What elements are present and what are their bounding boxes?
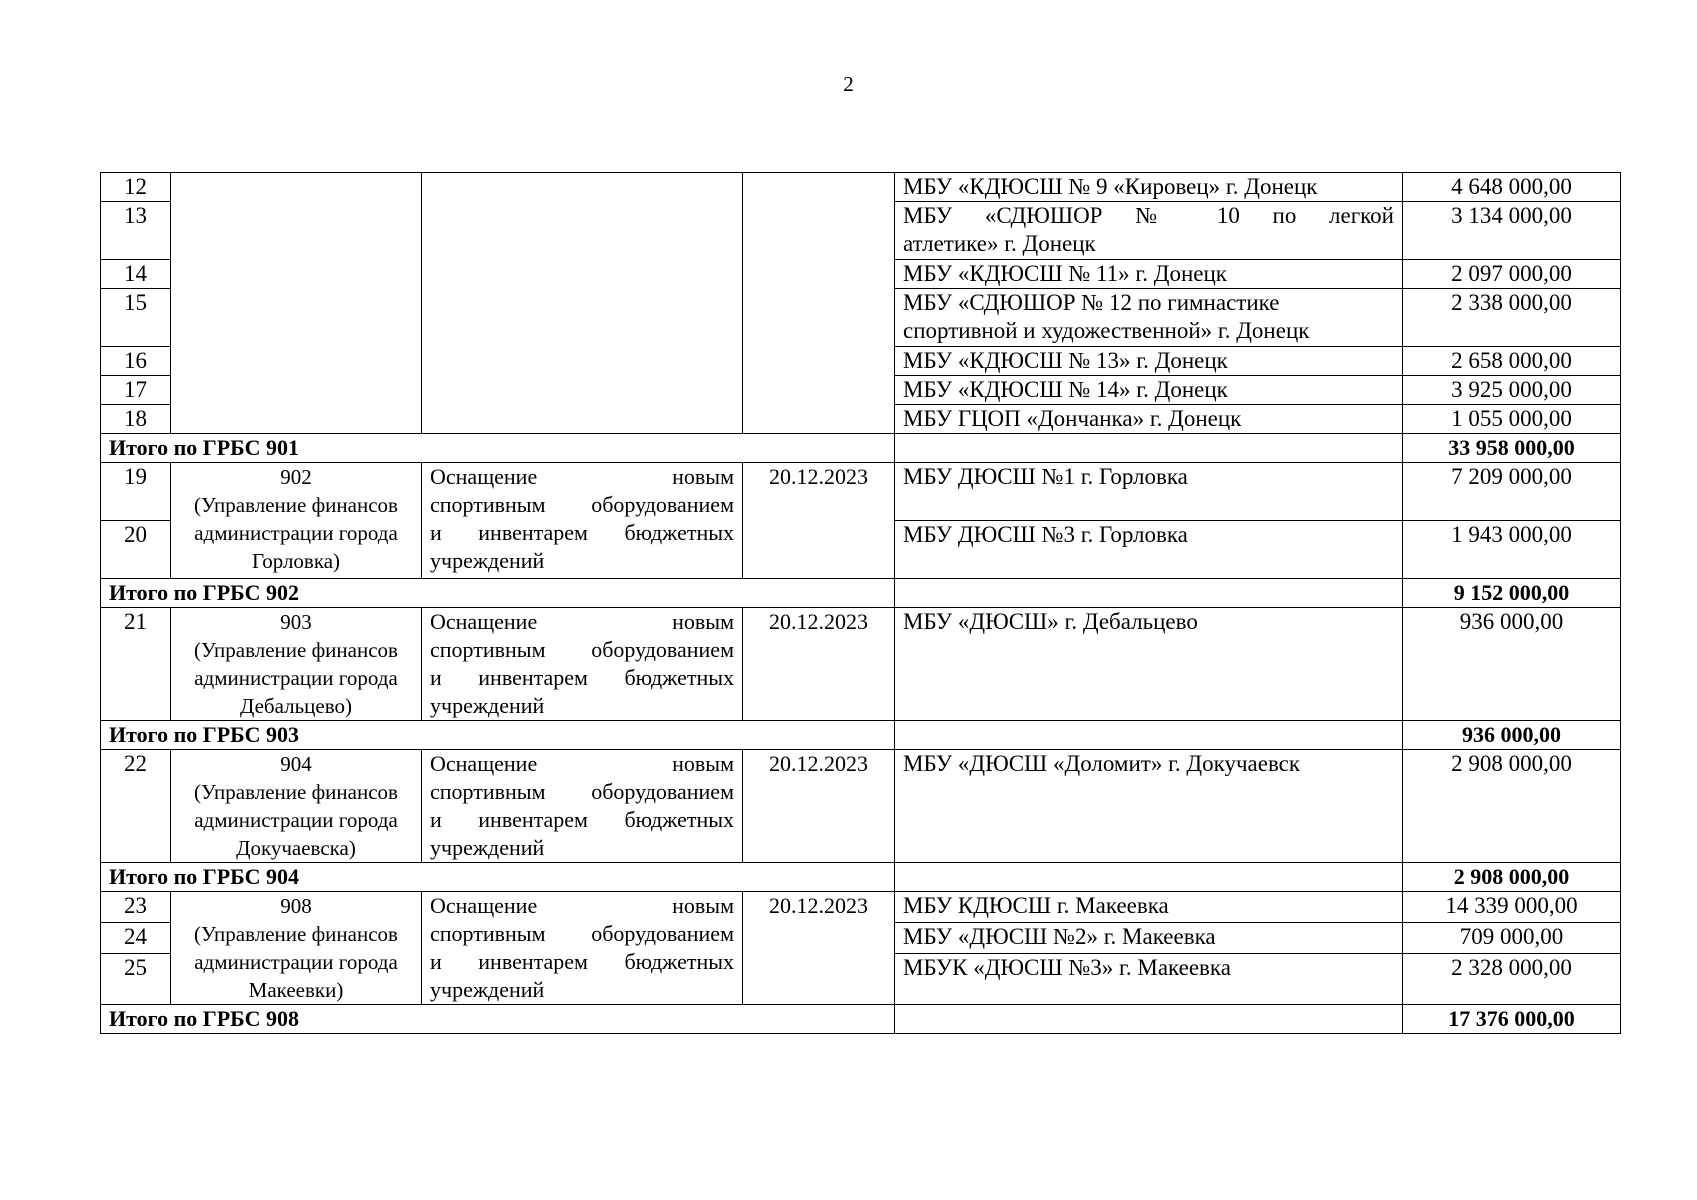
institution-name: МБУ «КДЮСШ № 14» г. Донецк — [895, 376, 1403, 405]
total-amount: 2 908 000,00 — [1403, 863, 1621, 892]
total-row — [101, 721, 1621, 750]
institution-name: МБУ «ДЮСШ «Доломит» г. Докучаевск — [895, 750, 1403, 863]
total-empty-cell — [895, 579, 1403, 608]
institution-name — [895, 289, 1403, 347]
row-number: 21 — [101, 608, 171, 721]
table-row — [101, 750, 1621, 863]
total-amount: 9 152 000,00 — [1403, 579, 1621, 608]
row-number: 15 — [101, 289, 171, 347]
amount: 936 000,00 — [1403, 608, 1621, 721]
amount: 709 000,00 — [1403, 922, 1621, 953]
row-number: 20 — [101, 521, 171, 579]
grbs-code: 902 — [280, 465, 312, 489]
description-line: спортивным оборудованием — [430, 779, 734, 804]
table-row — [101, 608, 1621, 721]
grbs-code: 904 — [280, 752, 312, 776]
total-row — [101, 579, 1621, 608]
total-empty-cell — [895, 434, 1403, 463]
description-line: спортивным оборудованием — [430, 492, 734, 517]
description-line: Оснащение новым — [430, 893, 734, 918]
row-number: 24 — [101, 922, 171, 953]
total-amount: 33 958 000,00 — [1403, 434, 1621, 463]
total-row — [101, 863, 1621, 892]
institution-name-line: атлетике» г. Донецк — [903, 231, 1096, 256]
total-empty-cell — [895, 863, 1403, 892]
description-line: Оснащение новым — [430, 464, 734, 489]
row-number: 12 — [101, 173, 171, 202]
amount: 4 648 000,00 — [1403, 173, 1621, 202]
institution-name: МБУ «КДЮСШ № 11» г. Донецк — [895, 260, 1403, 289]
description-cell — [422, 463, 743, 579]
amount: 3 134 000,00 — [1403, 202, 1621, 260]
institution-name: МБУ «ДЮСШ №2» г. Макеевка — [895, 922, 1403, 953]
description-line: и инвентарем бюджетных — [430, 949, 734, 974]
grbs-cell-empty — [171, 173, 422, 434]
deadline-date: 20.12.2023 — [743, 608, 895, 721]
grbs-name: (Управление финансов администрации города Горловка) — [194, 493, 398, 573]
total-empty-cell — [895, 1005, 1403, 1034]
grbs-cell — [171, 608, 422, 721]
grbs-code: 908 — [280, 894, 312, 918]
total-label: Итого по ГРБС 901 — [101, 434, 895, 463]
institution-name-line: МБУ «СДЮШОР № 10 по легкой — [903, 203, 1394, 228]
description-line: спортивным оборудованием — [430, 637, 734, 662]
description-cell — [422, 892, 743, 1005]
total-amount: 936 000,00 — [1403, 721, 1621, 750]
deadline-date: 20.12.2023 — [743, 750, 895, 863]
description-line: и инвентарем бюджетных — [430, 520, 734, 545]
description-line: учреждений — [430, 977, 545, 1002]
amount: 2 338 000,00 — [1403, 289, 1621, 347]
date-cell-empty — [743, 173, 895, 434]
description-line: Оснащение новым — [430, 751, 734, 776]
grbs-cell — [171, 892, 422, 1005]
institution-name: МБУ ДЮСШ №3 г. Горловка — [895, 521, 1403, 579]
row-number: 17 — [101, 376, 171, 405]
amount: 14 339 000,00 — [1403, 892, 1621, 923]
institution-name-line: МБУ «СДЮШОР № 12 по гимнастике — [903, 290, 1280, 315]
page-number: 2 — [843, 72, 854, 96]
grbs-name: (Управление финансов администрации города Дебальцево) — [194, 638, 398, 718]
total-label: Итого по ГРБС 908 — [101, 1005, 895, 1034]
table-row — [101, 892, 1621, 923]
amount: 7 209 000,00 — [1403, 463, 1621, 521]
table-row — [101, 173, 1621, 202]
description-line: Оснащение новым — [430, 609, 734, 634]
row-number: 23 — [101, 892, 171, 923]
description-cell-empty — [422, 173, 743, 434]
institution-name-line: спортивной и художественной» г. Донецк — [903, 318, 1310, 343]
description-line: спортивным оборудованием — [430, 921, 734, 946]
description-line: и инвентарем бюджетных — [430, 807, 734, 832]
total-empty-cell — [895, 721, 1403, 750]
institution-name: МБУ ДЮСШ №1 г. Горловка — [895, 463, 1403, 521]
institution-name: МБУ «ДЮСШ» г. Дебальцево — [895, 608, 1403, 721]
amount: 2 328 000,00 — [1403, 953, 1621, 1004]
total-label: Итого по ГРБС 904 — [101, 863, 895, 892]
amount: 2 097 000,00 — [1403, 260, 1621, 289]
table-row — [101, 463, 1621, 521]
description-line: и инвентарем бюджетных — [430, 665, 734, 690]
amount: 1 055 000,00 — [1403, 405, 1621, 434]
amount: 1 943 000,00 — [1403, 521, 1621, 579]
institution-name: МБУ КДЮСШ г. Макеевка — [895, 892, 1403, 923]
grbs-cell — [171, 463, 422, 579]
row-number: 13 — [101, 202, 171, 260]
deadline-date: 20.12.2023 — [743, 892, 895, 1005]
row-number: 14 — [101, 260, 171, 289]
total-label: Итого по ГРБС 903 — [101, 721, 895, 750]
total-row — [101, 434, 1621, 463]
row-number: 22 — [101, 750, 171, 863]
grbs-cell — [171, 750, 422, 863]
description-line: учреждений — [430, 693, 545, 718]
total-amount: 17 376 000,00 — [1403, 1005, 1621, 1034]
amount: 2 658 000,00 — [1403, 347, 1621, 376]
institution-name: МБУК «ДЮСШ №3» г. Макеевка — [895, 953, 1403, 1004]
row-number: 18 — [101, 405, 171, 434]
grbs-name: (Управление финансов администрации города Макеевки) — [194, 922, 398, 1002]
row-number: 16 — [101, 347, 171, 376]
description-line: учреждений — [430, 548, 545, 573]
grbs-name: (Управление финансов администрации города Докучаевска) — [194, 780, 398, 860]
amount: 2 908 000,00 — [1403, 750, 1621, 863]
institution-name — [895, 202, 1403, 260]
grbs-code: 903 — [280, 610, 312, 634]
allocation-table — [100, 172, 1621, 1034]
row-number: 19 — [101, 463, 171, 521]
deadline-date: 20.12.2023 — [743, 463, 895, 579]
institution-name: МБУ «КДЮСШ № 9 «Кировец» г. Донецк — [895, 173, 1403, 202]
institution-name: МБУ ГЦОП «Дончанка» г. Донецк — [895, 405, 1403, 434]
total-row — [101, 1005, 1621, 1034]
total-label: Итого по ГРБС 902 — [101, 579, 895, 608]
description-cell — [422, 750, 743, 863]
description-cell — [422, 608, 743, 721]
row-number: 25 — [101, 953, 171, 1004]
institution-name: МБУ «КДЮСШ № 13» г. Донецк — [895, 347, 1403, 376]
description-line: учреждений — [430, 835, 545, 860]
amount: 3 925 000,00 — [1403, 376, 1621, 405]
